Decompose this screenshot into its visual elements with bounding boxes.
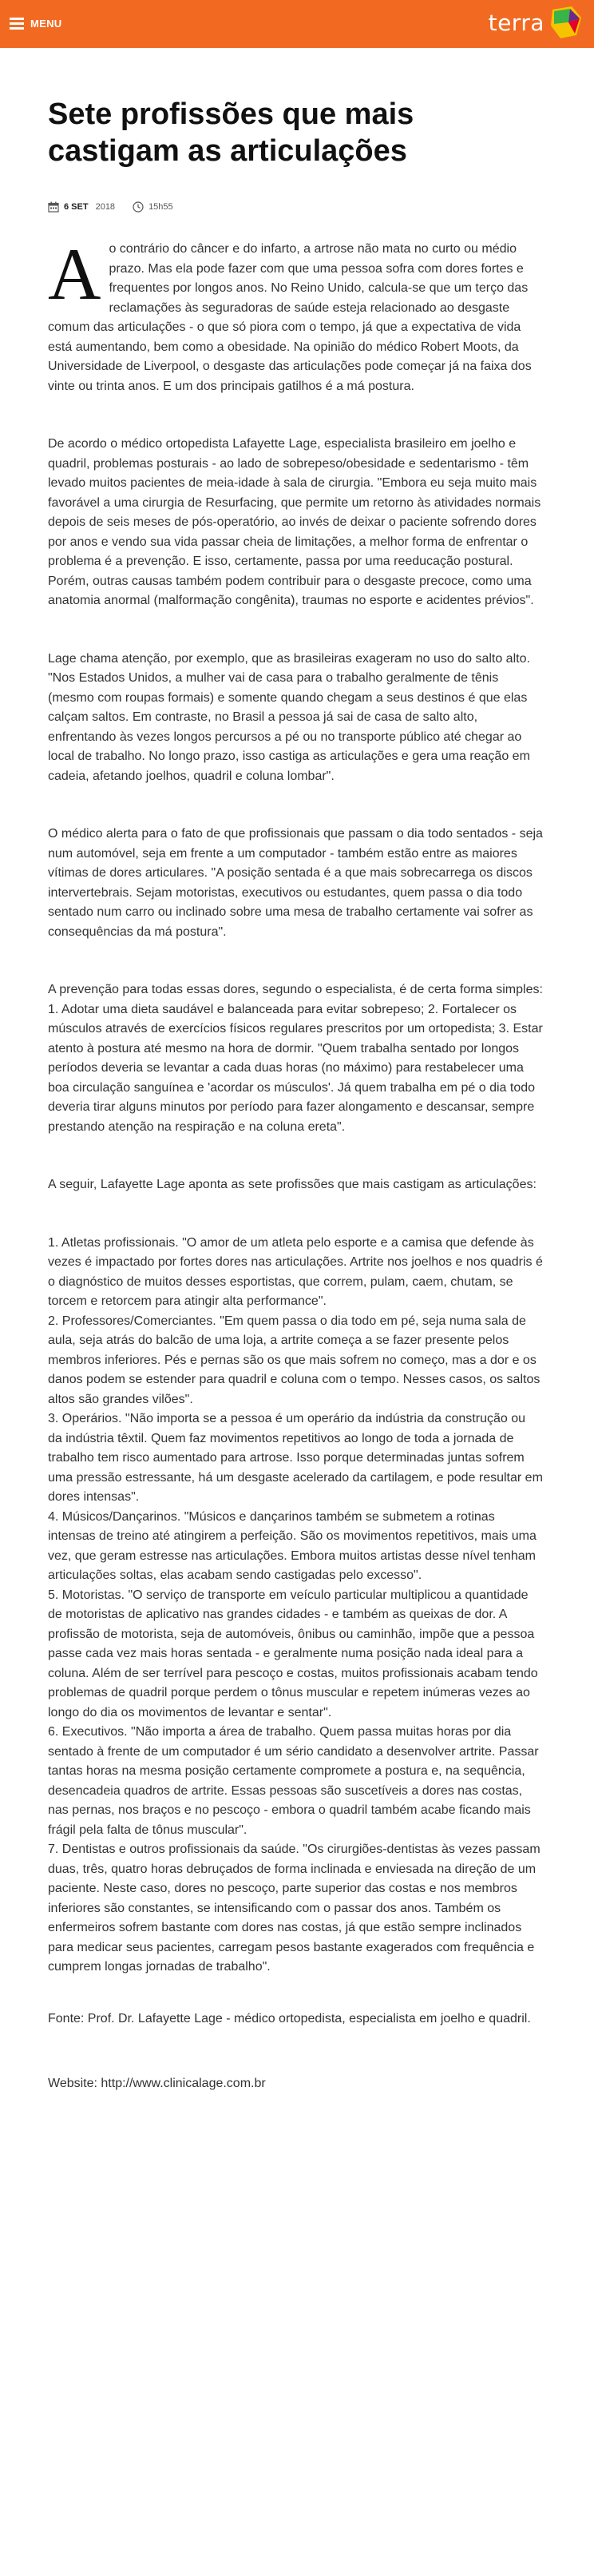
paragraph-6: A seguir, Lafayette Lage aponta as sete profissões que mais castigam as articulações: <box>48 1178 537 1191</box>
paragraph-4: O médico alerta para o fato de que profissionais que passam o dia todo sentados - seja num automóvel, seja em frente a um computador - também estão entre as maiores vítimas de dores articulares. "A posição sentada é a que mais sobrecarrega os discos intervertebrais. Sejam motoristas, executivos ou estudantes, quem passa o dia todo sentado num carro ou inclinado sobre uma mesa de trabalho certamente vai sofrer as consequências da má postura". <box>48 827 543 939</box>
paragraph-1-text: o contrário do câncer e do infarto, a artrose não mata no curto ou médio prazo. Mas ela pode fazer com que uma pessoa sofra com dores fortes e frequentes por longos anos. No Reino Unido, calcula-se que um terço das reclamações às seguradoras de saúde esteja relacionado ao desgaste comum das articulações - o que só piora com o tempo, já que a expectativa de vida está aumentando, bem como a obesidade. Na opinião do médico Robert Moots, da Universidade de Liverpool, o desgaste das articulações pode começar já na faixa dos vinte ou trinta anos. E um dos principais gatilhos é a má postura. <box>48 242 532 393</box>
website-link[interactable]: Website: http://www.clinicalage.com.br <box>48 2077 266 2090</box>
terra-logo[interactable] <box>489 5 583 40</box>
article-body <box>48 233 543 2029</box>
terra-logo-icon <box>549 5 583 40</box>
paragraph-3: Lage chama atenção, por exemplo, que as brasileiras exageram no uso do salto alto. "Nos Estados Unidos, a mulher vai de casa para o trabalho geralmente de tênis (mesmo com roupas formais) e somente quando chegam a seus destinos é que elas calçam saltos. Em contraste, no Brasil a pessoa já sai de casa de salto alto, enfrentando às vezes longos percursos a pé ou no transporte público até chegar ao local de trabalho. No longo prazo, isso castiga as articulações e gera uma reação em cadeia, afetando joelhos, quadril e coluna lombar". <box>48 651 530 783</box>
hamburger-icon <box>10 18 24 30</box>
date-block <box>48 201 115 213</box>
calendar-icon <box>48 201 59 213</box>
list-item: 7. Dentistas e outros profissionais da saúde. "Os cirurgiões-dentistas às vezes passam duas, três, quatro horas debruçados de forma inclinada e enviesada na direção de um paciente. Neste caso, dores no pescoço, parte superior das costas e nos membros inferiores são constantes, se intensificando com o passar dos anos. Também os enfermeiros sofrem bastante com dores nas costas, já que estão sempre inclinados para medicar seus pacientes, carregam pesos bastante exagerados com frequência e cumprem longas jornadas de trabalho". <box>48 1843 541 1974</box>
list-item: 4. Músicos/Dançarinos. "Músicos e dançarinos também se submetem a rotinas intensas de treino até atingirem a perfeição. São os movimentos repetitivos, mais uma vez, que geram estresse nas articulações. Embora muitos artistas desse nível tenham articulações soltas, elas acabam sendo castigadas pelo excesso". <box>48 1509 537 1582</box>
list-item: 3. Operários. "Não importa se a pessoa é um operário da indústria da construção ou da indústria têxtil. Quem faz movimentos repetitivos ao longo de toda a jornada de trabalho tem risco aumentado para artrose. Isso porque determinadas juntas sofrem uma pressão estressante, há um desgaste acelerado da cartilagem, e pode resultar em dores intensas". <box>48 1412 543 1504</box>
list-item: 2. Professores/Comerciantes. "Em quem passa o dia todo em pé, seja numa sala de aula, seja atrás do balcão de uma loja, a artrite começa a se fazer presente pelos membros inferiores. Pés e pernas são os que mais sofrem no começo, mas a dor e os danos podem se estender para quadril e coluna com o tempo. Nesses casos, os saltos altos são grandes vilões". <box>48 1314 541 1406</box>
article-meta <box>48 201 543 213</box>
top-bar <box>0 0 594 48</box>
article <box>0 96 594 2123</box>
menu-button[interactable] <box>10 18 61 30</box>
paragraph-5: A prevenção para todas essas dores, segundo o especialista, é de certa forma simples: 1. Adotar uma dieta saudável e balanceada para evitar sobrepeso; 2. Fortalecer os músculos através de exercícios físicos regulares prescritos por um ortopedista; 3. Estar atento à postura até mesmo na hora de dormir. "Quem trabalha sentado por longos períodos deveria se levantar a cada duas horas (no máximo) para restabelecer uma boa circulação sanguínea e 'acordar os músculos'. Já quem trabalha em pé o dia todo deveria tirar alguns minutos por período para fazer alongamento e descansar, sempre prestando atenção na respiração e na coluna ereta". <box>48 983 543 1134</box>
drop-cap: A <box>48 233 101 315</box>
brand-wordmark: terra <box>488 9 544 36</box>
publish-time: 15h55 <box>148 202 173 212</box>
date-day: 6 SET <box>64 202 89 212</box>
list-item: 5. Motoristas. "O serviço de transporte em veículo particular multiplicou a quantidade de motoristas de aplicativo nas grandes cidades - e também as queixas de dor. A profissão de motorista, seja de automóveis, ônibus ou caminhão, impõe que a pessoa passe cada vez mais horas sentada - e geralmente numa posição nada ideal para a coluna. Além de ser terrível para pescoço e costas, muitos profissionais acabam tendo problemas de quadril porque perdem o tônus muscular e repetem inúmeras vezes ao longo do dia os movimentos de levantar e sentar". <box>48 1588 538 1719</box>
list-item: 6. Executivos. "Não importa a área de trabalho. Quem passa muitas horas por dia sentado à frente de um computador é um sério candidato a desenvolver artrite. Passar tantas horas na mesma posição certamente compromete a postura e, na sequência, desencadeia quadros de artrite. Essas pessoas são suscetíveis a dores nas costas, nas pernas, nos braços e no pescoço - embora o quadril também acabe ficando mais frágil pela falta de tônus muscular". <box>48 1725 539 1837</box>
date-year: 2018 <box>95 202 116 212</box>
clock-icon <box>133 201 144 213</box>
professions-list <box>48 1234 543 1978</box>
paragraph-1 <box>48 233 543 396</box>
menu-label: MENU <box>30 18 62 30</box>
time-block <box>133 201 173 213</box>
article-title: Sete profissões que mais castigam as articulações <box>48 97 414 168</box>
source-credit: Fonte: Prof. Dr. Lafayette Lage - médico ortopedista, especialista em joelho e quadril. <box>48 2011 531 2025</box>
list-item: 1. Atletas profissionais. "O amor de um atleta pelo esporte e a camisa que defende às vezes é impactado por fortes dores nas articulações. Artrite nos joelhos e nos quadris é o diagnóstico de muitos desses esportistas, que correm, pulam, caem, chutam, se torcem e retorcem para atingir alta performance". <box>48 1235 543 1308</box>
paragraph-2: De acordo o médico ortopedista Lafayette Lage, especialista brasileiro em joelho e quadril, problemas posturais - ao lado de sobrepeso/obesidade e sedentarismo - têm levado muitos pacientes de meia-idade à sala de cirurgia. "Embora eu seja muito mais favorável a uma cirurgia de Resurfacing, que permite um retorno às atividades normais depois de seis meses de pós-operatório, ao invés de deixar o paciente sofrendo dores por anos e vendo sua vida passar cheia de limitações, a melhor forma de enfrentar o problema é a prevenção. E isso, certamente, passa por uma reeducação postural. Porém, outras causas também podem contribuir para o desgaste precoce, como uma anatomia anormal (malformação congênita), traumas no esporte e acidentes prévios". <box>48 437 541 607</box>
